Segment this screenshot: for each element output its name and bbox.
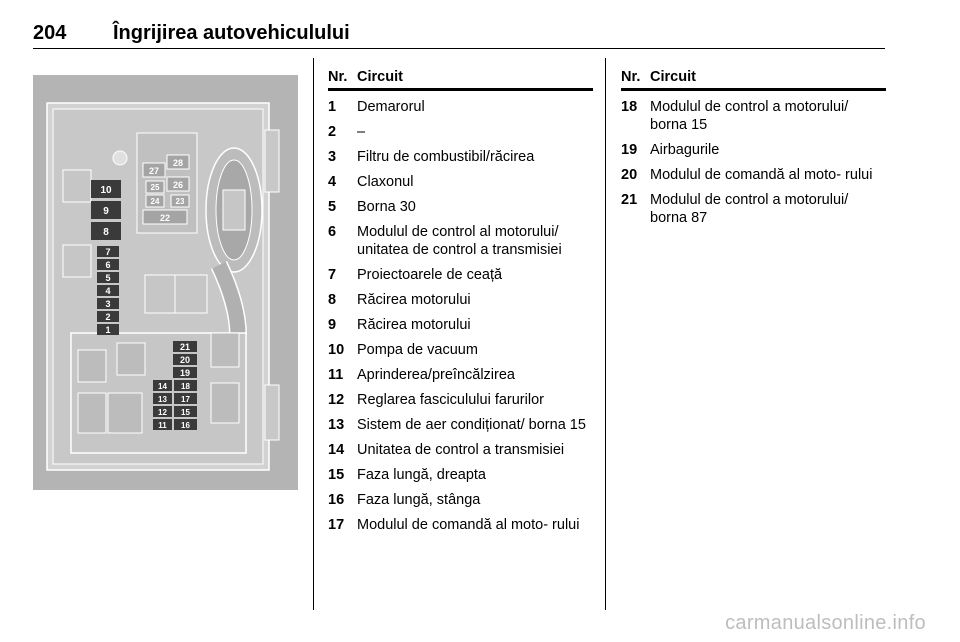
table-row (328, 516, 593, 534)
fuse-19 (173, 367, 197, 378)
fuse-number: 4 (328, 174, 337, 190)
header-circuit: Circuit (357, 69, 403, 85)
table-row (328, 291, 593, 309)
svg-text:16: 16 (181, 421, 190, 430)
svg-text:5: 5 (105, 273, 111, 283)
fuse-17 (174, 393, 197, 404)
fuse-number: 19 (621, 142, 638, 158)
fuse-number: 21 (621, 192, 638, 208)
svg-text:6: 6 (105, 260, 111, 270)
circuit-name: Răcirea motorului (357, 317, 471, 333)
fuse-2 (97, 311, 119, 322)
fuse-number: 2 (328, 124, 337, 140)
svg-text:27: 27 (148, 166, 160, 176)
fuse-box-diagram (33, 75, 298, 490)
table-row (621, 191, 886, 227)
svg-text:3: 3 (105, 299, 111, 309)
circuit-name: Faza lungă, dreapta (357, 467, 486, 483)
fuse-number: 7 (328, 267, 337, 283)
table-row (328, 416, 593, 434)
svg-text:18: 18 (181, 382, 190, 391)
fuse-number: 15 (328, 467, 345, 483)
fuse-number: 13 (328, 417, 345, 433)
svg-text:8: 8 (103, 227, 109, 238)
circuit-name: Unitatea de control a transmisiei (357, 442, 565, 458)
circuit-name: Faza lungă, stânga (357, 492, 481, 508)
table-row (328, 223, 593, 259)
fuse-16 (174, 419, 197, 430)
table-row (621, 166, 886, 184)
svg-text:14: 14 (158, 382, 167, 391)
table-row (328, 316, 593, 334)
fuse-21 (173, 341, 197, 352)
column-divider (313, 58, 314, 610)
fuse-box-illustration (33, 75, 298, 490)
svg-text:25: 25 (150, 183, 160, 192)
circuit-name: Modulul de comandă al moto- rului (357, 517, 580, 533)
table-row (621, 98, 886, 134)
fuse-number: 5 (328, 199, 337, 215)
table-row (328, 391, 593, 409)
circuit-name: Airbagurile (650, 142, 720, 158)
fuse-number: 8 (328, 292, 337, 308)
fuse-3 (97, 298, 119, 309)
fuse-28 (167, 155, 189, 169)
table-row (328, 98, 593, 116)
fuse-5 (97, 272, 119, 283)
svg-text:21: 21 (179, 342, 191, 352)
fuse-22 (143, 210, 187, 224)
circuit-name: Borna 30 (357, 199, 416, 215)
fuse-14 (153, 380, 172, 391)
fuse-8 (91, 222, 121, 240)
svg-text:17: 17 (181, 395, 190, 404)
header-rule (328, 88, 593, 91)
header-circuit: Circuit (650, 69, 696, 85)
fuse-number: 1 (328, 99, 337, 115)
circuit-name: Proiectoarele de ceață (357, 267, 503, 283)
circuit-name: – (357, 124, 366, 140)
table-row (328, 266, 593, 284)
table-row (328, 441, 593, 459)
table-row (621, 141, 886, 159)
svg-text:7: 7 (105, 247, 111, 257)
circuit-name: Modulul de comandă al moto- rului (650, 167, 873, 183)
svg-text:11: 11 (158, 421, 167, 430)
fuse-number: 6 (328, 224, 337, 240)
table-header (621, 68, 886, 88)
fuse-27 (143, 163, 165, 177)
fuse-number: 14 (328, 442, 345, 458)
fuse-number: 9 (328, 317, 337, 333)
svg-text:13: 13 (158, 395, 167, 404)
circuit-name: Răcirea motorului (357, 292, 471, 308)
circuit-name: Sistem de aer condiționat/ borna 15 (357, 417, 586, 433)
svg-text:4: 4 (105, 286, 111, 296)
header-rule (33, 48, 885, 49)
circuit-name: Demarorul (357, 99, 425, 115)
fuse-1 (97, 324, 119, 335)
page-number: 204 (33, 22, 67, 44)
table-row (328, 123, 593, 141)
fuse-number: 18 (621, 99, 638, 115)
fuse-25 (146, 181, 164, 193)
svg-text:19: 19 (179, 368, 191, 378)
fuse-20 (173, 354, 197, 365)
svg-text:26: 26 (172, 180, 184, 190)
table-row (328, 491, 593, 509)
fuse-24 (146, 195, 164, 207)
column-divider (605, 58, 606, 610)
svg-text:10: 10 (100, 185, 112, 196)
table-header (328, 68, 593, 88)
header-nr: Nr. (621, 69, 641, 85)
fuse-number: 12 (328, 392, 345, 408)
table-row (328, 148, 593, 166)
fuse-number: 16 (328, 492, 345, 508)
fuse-10 (91, 180, 121, 198)
header-rule (621, 88, 886, 91)
fuse-4 (97, 285, 119, 296)
fuse-26 (167, 177, 189, 191)
svg-text:1: 1 (105, 325, 111, 335)
svg-text:22: 22 (159, 213, 171, 223)
fuse-13 (153, 393, 172, 404)
circuit-name: Modulul de control al motorului/ unitatea de control a transmisiei (357, 224, 562, 258)
circuit-name: Claxonul (357, 174, 414, 190)
svg-text:15: 15 (181, 408, 190, 417)
table-row (328, 173, 593, 191)
circuit-name: Modulul de control a motorului/ borna 15 (650, 99, 849, 133)
svg-text:2: 2 (105, 312, 111, 322)
fuse-9 (91, 201, 121, 219)
header-nr: Nr. (328, 69, 348, 85)
table-row (328, 341, 593, 359)
svg-text:23: 23 (175, 197, 185, 206)
table-row (328, 466, 593, 484)
svg-text:12: 12 (158, 408, 167, 417)
page-header (33, 0, 885, 50)
fuse-12 (153, 406, 172, 417)
fuse-number: 10 (328, 342, 345, 358)
fuse-15 (174, 406, 197, 417)
svg-text:28: 28 (172, 158, 184, 168)
circuit-name: Aprinderea/preîncălzirea (357, 367, 515, 383)
fuse-23 (171, 195, 189, 207)
circuit-table-column-1 (328, 68, 593, 541)
watermark: carmanualsonline.info (725, 612, 926, 634)
page-title: Îngrijirea autovehiculului (113, 22, 350, 44)
fuse-number: 3 (328, 149, 337, 165)
svg-text:20: 20 (179, 355, 191, 365)
table-row (328, 198, 593, 216)
fuse-number: 11 (328, 367, 344, 383)
fuse-6 (97, 259, 119, 270)
table-row (328, 366, 593, 384)
circuit-name: Pompa de vacuum (357, 342, 478, 358)
circuit-name: Filtru de combustibil/răcirea (357, 149, 535, 165)
circuit-name: Modulul de control a motorului/ borna 87 (650, 192, 849, 226)
svg-text:9: 9 (103, 206, 109, 217)
fuse-7 (97, 246, 119, 257)
circuit-table-column-2 (621, 68, 886, 234)
fuse-number: 17 (328, 517, 345, 533)
svg-text:24: 24 (150, 197, 160, 206)
fuse-11 (153, 419, 172, 430)
fuse-18 (174, 380, 197, 391)
fuse-number: 20 (621, 167, 638, 183)
circuit-name: Reglarea fasciculului farurilor (357, 392, 544, 408)
